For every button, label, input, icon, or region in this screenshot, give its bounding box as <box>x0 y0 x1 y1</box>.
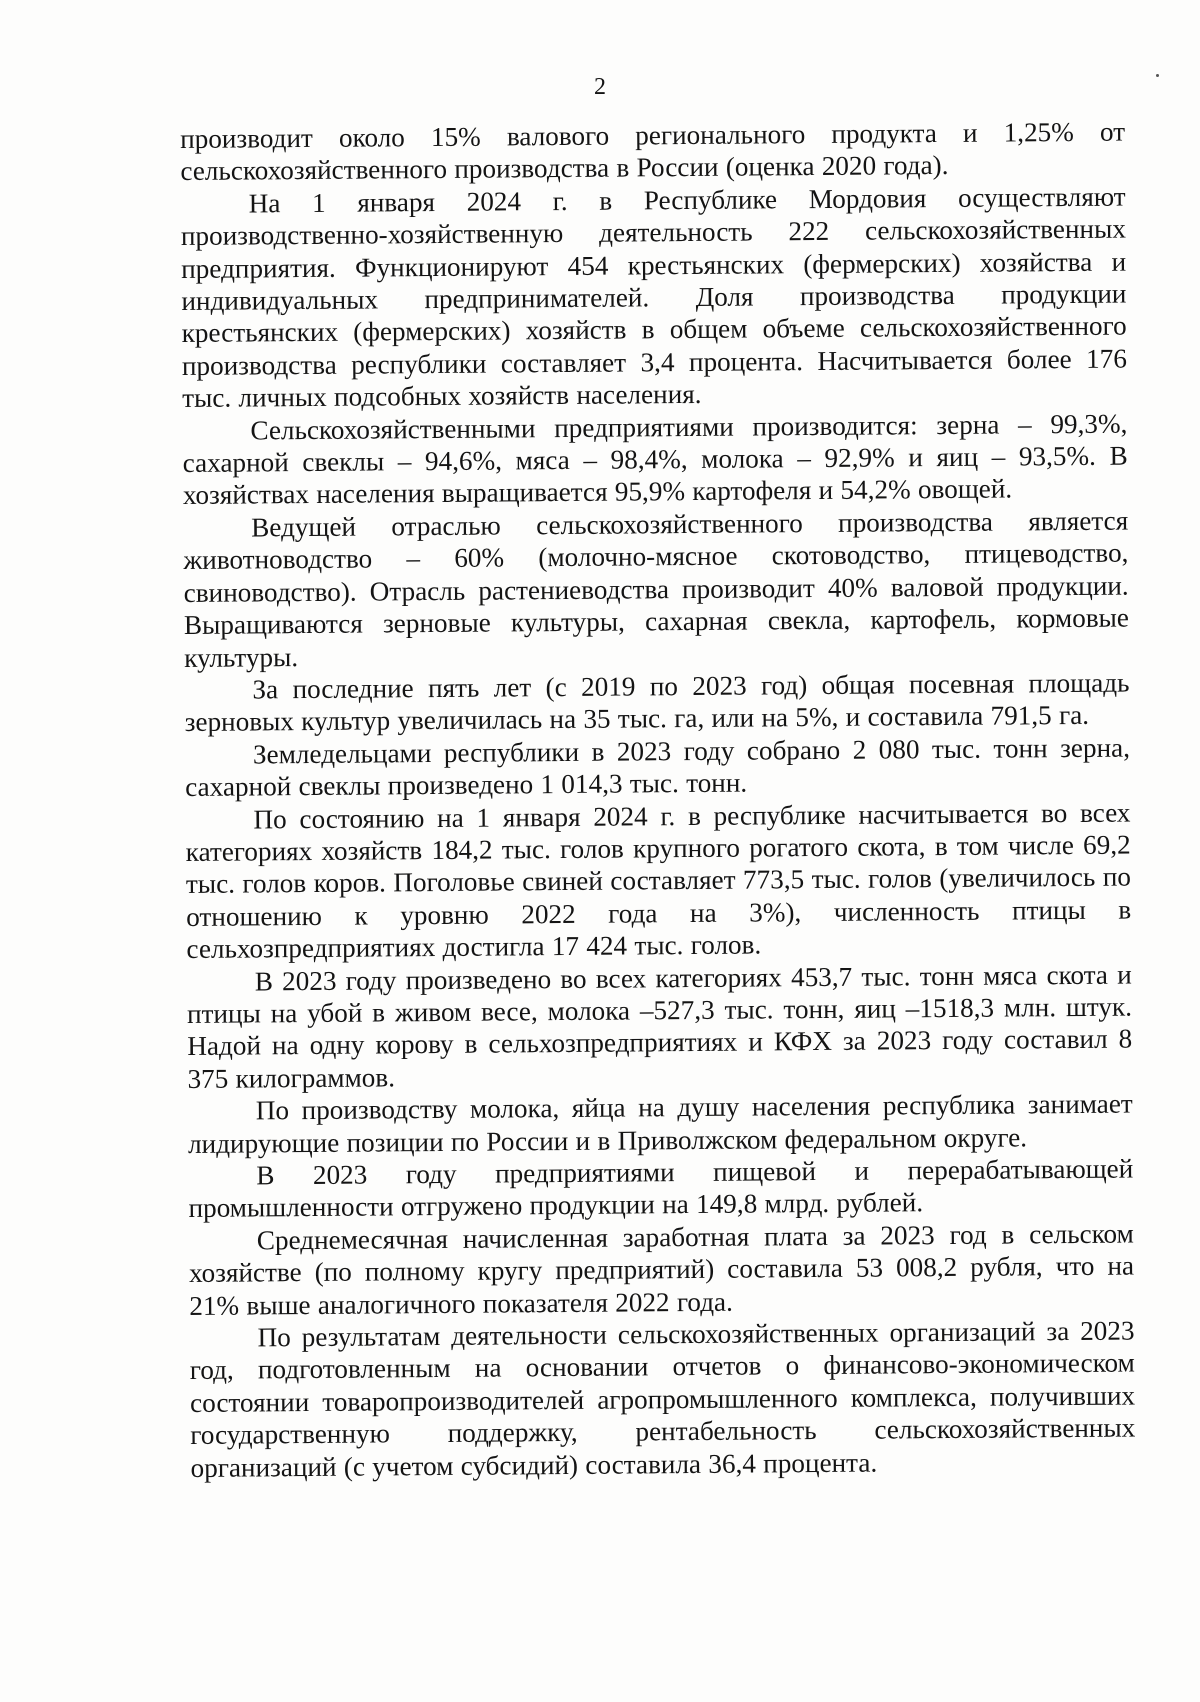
paragraph-wages: Среднемесячная начисленная заработная плата за 2023 год в сельском хозяйстве (по полному кругу предприятий) составила 53 008,2 рубля, что на 21% выше аналогичного показателя 2022 года. <box>188 1218 1135 1321</box>
paragraph-profitability: По результатам деятельности сельскохозяйственных организаций за 2023 год, подготовленным на основании отчетов о финансово-экономическом состоянии товаропроизводителей агропромышленного комплекса, получивших государственную поддержку, рентабельность сельскохозяйственных организаций (с учетом субсидий) составила 36,4 процента. <box>189 1315 1136 1483</box>
paragraph-output-2023: В 2023 году произведено во всех категориях 453,7 тыс. тонн мяса скота и птицы на убой в живом весе, молока –527,3 тыс. тонн, яиц –1518,3 млн. штук. Надой на одну корову в сельхозпредприятиях и КФХ за 2023 году составил 8 375 килограммов. <box>186 959 1133 1094</box>
scan-speck <box>1156 74 1159 77</box>
paragraph-production-shares: Сельскохозяйственными предприятиями производится: зерна – 99,3%, сахарной свеклы – 94,6%, мяса – 98,4%, молока – 92,9% и яиц – 93,5%. В хозяйствах населения выращивается 95,9% картофеля и 54,2% овощей. <box>182 408 1128 511</box>
document-body <box>180 116 1136 1484</box>
paragraph-continuation: производит около 15% валового регионального продукта и 1,25% от сельскохозяйственного производства в России (оценка 2020 года). <box>180 116 1126 187</box>
paragraph-harvest: Земледельцами республики в 2023 году собрано 2 080 тыс. тонн зерна, сахарной свеклы произведено 1 014,3 тыс. тонн. <box>185 732 1131 803</box>
paragraph-leading-sector: Ведущей отраслью сельскохозяйственного производства является животноводство – 60% (молочно-мясное скотоводство, птицеводство, свиноводство). Отрасль растениеводства производит 40% валовой продукции. Выращиваются зерновые культуры, сахарная свекла, картофель, кормовые культуры. <box>183 505 1130 673</box>
paragraph-livestock: По состоянию на 1 января 2024 г. в республике насчитывается во всех категориях хозяйств 184,2 тыс. голов крупного рогатого скота, в том числе 69,2 тыс. голов коров. Поголовье свиней составляет 773,5 тыс. голов (увеличилось по отношению к уровню 2022 года на 3%), численность птицы в сельхозпредприятиях достигла 17 424 тыс. голов. <box>185 797 1132 965</box>
paragraph-food-industry: В 2023 году предприятиями пищевой и перерабатывающей промышленности отгружено продукции на 149,8 млрд. рублей. <box>188 1153 1134 1224</box>
paragraph-sown-area: За последние пять лет (с 2019 по 2023 год) общая посевная площадь зерновых культур увеличилась на 35 тыс. га, или на 5%, и составила 791,5 га. <box>184 667 1130 738</box>
paragraph-enterprises: На 1 января 2024 г. в Республике Мордовия осуществляют производственно-хозяйственную деятельность 222 сельскохозяйственных предприятия. Функционируют 454 крестьянских (фермерских) хозяйства и индивидуальных предпринимателей. Доля производства продукции крестьянских (фермерских) хозяйств в общем объеме сельскохозяйственного производства республики составляет 3,4 процента. Насчитывается более 176 тыс. личных подсобных хозяйств населения. <box>180 181 1127 414</box>
page-number: 2 <box>594 74 606 100</box>
paragraph-per-capita: По производству молока, яйца на душу населения республика занимает лидирующие позиции по России и в Приволжском федеральном округе. <box>187 1088 1133 1159</box>
